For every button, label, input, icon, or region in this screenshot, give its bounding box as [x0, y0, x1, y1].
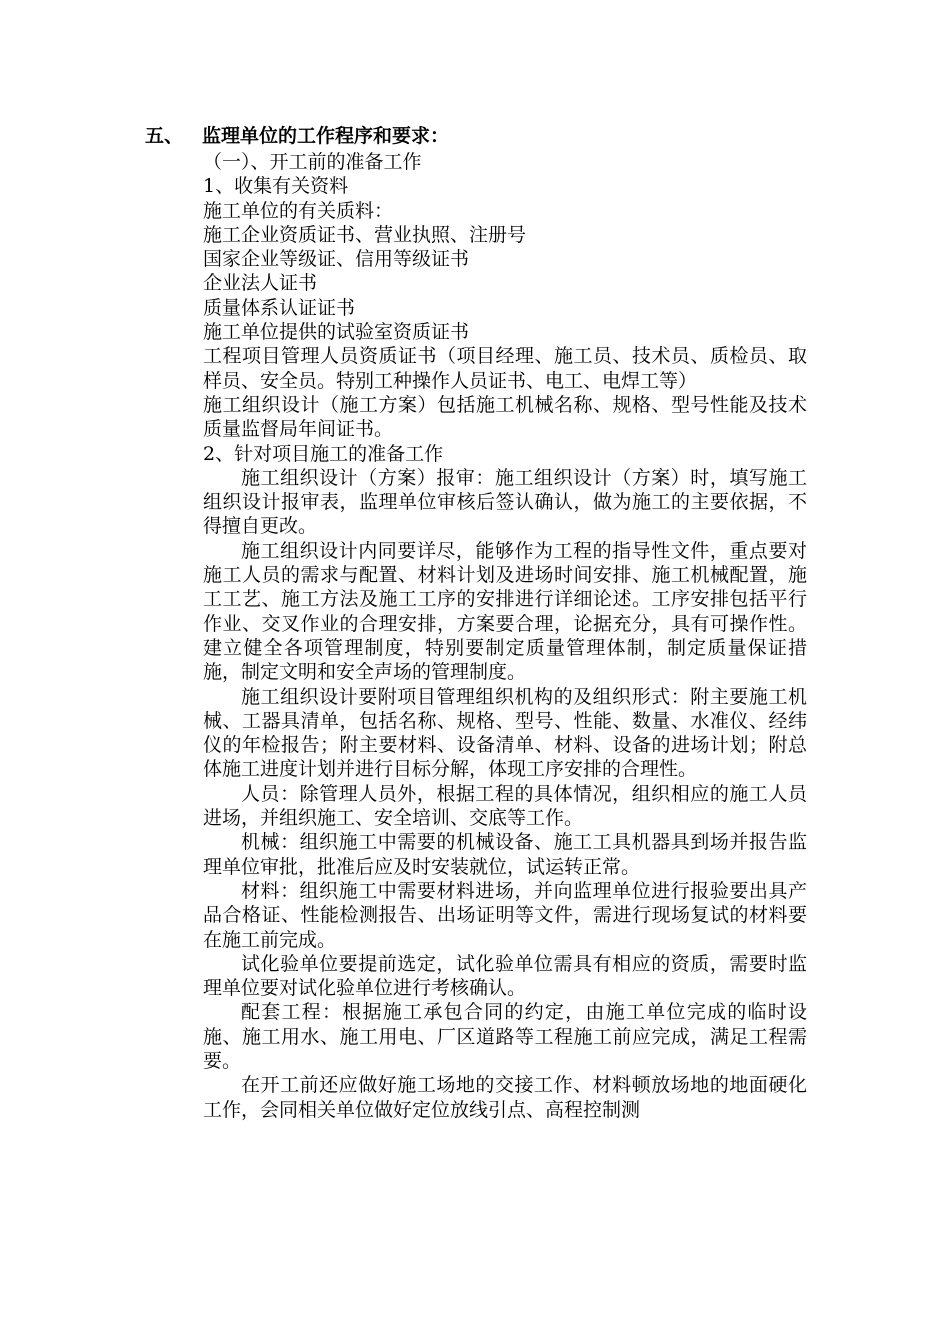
body-paragraph: 试化验单位要提前选定，试化验单位需具有相应的资质，需要时监理单位要对试化验单位进行考核确认。	[203, 952, 807, 1000]
list-item: 施工企业资质证书、营业执照、注册号	[203, 223, 527, 246]
list-item: 国家企业等级证、信用等级证书	[203, 248, 470, 271]
item-heading: 1、收集有关资料	[203, 175, 349, 198]
section-number: 五、	[145, 125, 184, 147]
body-paragraph: 施工组织设计（方案）报审：施工组织设计（方案）时，填写施工组织设计报审表，监理单位审核后签认确认，做为施工的主要依据，不得擅自更改。	[203, 466, 807, 538]
body-paragraph: 人员：除管理人员外，根据工程的具体情况，组织相应的施工人员进场，并组织施工、安全培训、交底等工作。	[203, 782, 807, 830]
body-paragraph: 施工组织设计内同要详尽，能够作为工程的指导性文件，重点要对施工人员的需求与配置、材料计划及进场时间安排、施工机械配置，施工工艺、施工方法及施工工序的安排进行详细论述。工序安排包括平行作业、交叉作业的合理安排，方案要合理，论据充分，具有可操作性。建立健全各项管理制度，特别要制定质量管理体制，制定质量保证措施，制定文明和安全声场的管理制度。	[203, 539, 807, 684]
body-paragraph: 机械：组织施工中需要的机械设备、施工工具机器具到场并报告监理单位审批，批准后应及时安装就位，试运转正常。	[203, 831, 807, 878]
list-item: 施工组织设计（施工方案）包括施工机械名称、规格、型号性能及技术质量监督局年间证书。	[203, 393, 807, 441]
list-intro: 施工单位的有关质料：	[203, 199, 394, 222]
document-body	[203, 150, 807, 1122]
body-paragraph: 配套工程：根据施工承包合同的约定，由施工单位完成的临时设施、施工用水、施工用电、厂区道路等工程施工前应完成，满足工程需要。	[203, 1001, 807, 1072]
list-item: 质量体系认证证书	[203, 296, 356, 319]
list-item: 企业法人证书	[203, 272, 318, 295]
list-item: 施工单位提供的试验室资质证书	[203, 321, 470, 344]
subsection-heading: （一）、开工前的准备工作	[203, 151, 422, 173]
body-paragraph: 施工组织设计要附项目管理组织机构的及组织形式：附主要施工机械、工器具清单，包括名称、规格、型号、性能、数量、水准仪、经纬仪的年检报告；附主要材料、设备清单、材料、设备的进场计划；附总体施工进度计划并进行目标分解，体现工序安排的合理性。	[203, 685, 807, 781]
body-paragraph: 材料：组织施工中需要材料进场，并向监理单位进行报验要出具产品合格证、性能检测报告、出场证明等文件，需进行现场复试的材料要在施工前完成。	[203, 879, 807, 951]
section-heading	[145, 122, 815, 150]
list-item: 工程项目管理人员资质证书（项目经理、施工员、技术员、质检员、取样员、安全员。特别工种操作人员证书、电工、电焊工等）	[203, 345, 807, 392]
item-heading: 2、针对项目施工的准备工作	[203, 442, 444, 465]
body-paragraph: 在开工前还应做好施工场地的交接工作、材料顿放场地的地面硬化工作，会同相关单位做好定位放线引点、高程控制测	[203, 1074, 807, 1121]
section-title: 监理单位的工作程序和要求：	[202, 125, 450, 147]
